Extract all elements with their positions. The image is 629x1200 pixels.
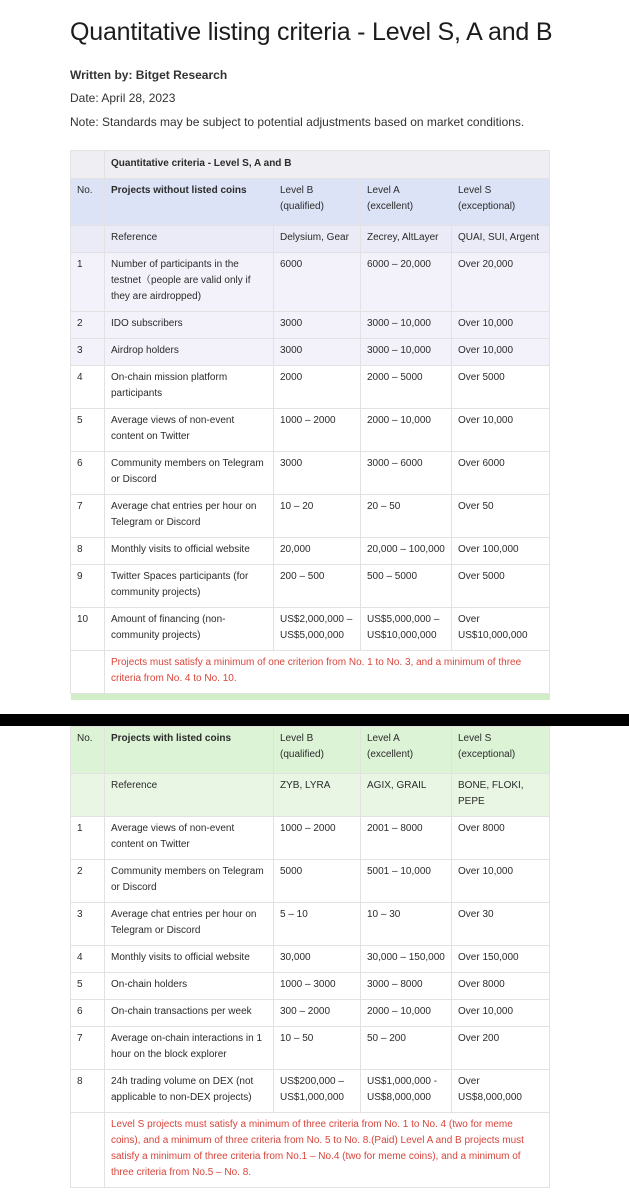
table-row — [71, 903, 550, 946]
table-cell: 2000 – 5000 — [361, 366, 452, 409]
table-row — [71, 973, 550, 1000]
table-cell: Average chat entries per hour on Telegram or Discord — [105, 903, 274, 946]
table-row — [71, 1000, 550, 1027]
table-row — [71, 538, 550, 565]
table-row — [71, 339, 550, 366]
table-cell: 1000 – 2000 — [274, 817, 361, 860]
table-cell: US$1,000,000 - US$8,000,000 — [361, 1070, 452, 1113]
table-caption: Quantitative criteria - Level S, A and B — [105, 151, 550, 179]
table-cell: Average on-chain interactions in 1 hour on the block explorer — [105, 1027, 274, 1070]
table-row — [71, 312, 550, 339]
table-cell: 5 — [71, 973, 105, 1000]
table-cell: Over 20,000 — [452, 253, 550, 312]
table-cell: 6 — [71, 452, 105, 495]
table-row — [71, 608, 550, 651]
table-row — [71, 366, 550, 409]
table-cell: US$200,000 – US$1,000,000 — [274, 1070, 361, 1113]
table-cell: 3 — [71, 339, 105, 366]
table-cell: Over 50 — [452, 495, 550, 538]
table-cell: Over 5000 — [452, 366, 550, 409]
reference-spacer — [71, 774, 105, 817]
table-cell: 3000 – 10,000 — [361, 339, 452, 366]
table-row — [71, 253, 550, 312]
table-cell: Over US$8,000,000 — [452, 1070, 550, 1113]
table-row — [71, 409, 550, 452]
table-cell: Over 10,000 — [452, 312, 550, 339]
table-cell: 3000 — [274, 312, 361, 339]
table-cell: Over 150,000 — [452, 946, 550, 973]
table-cell: 6000 – 20,000 — [361, 253, 452, 312]
table-cell: 20 – 50 — [361, 495, 452, 538]
table-cell: 7 — [71, 495, 105, 538]
column-header: Level A (excellent) — [361, 727, 452, 774]
table-cell: 5 — [71, 409, 105, 452]
table-cell: 1000 – 3000 — [274, 973, 361, 1000]
table-cell: 30,000 — [274, 946, 361, 973]
table-cell: 2001 – 8000 — [361, 817, 452, 860]
table-cell: Over 5000 — [452, 565, 550, 608]
table-cell: 1 — [71, 817, 105, 860]
table-cell: Monthly visits to official website — [105, 946, 274, 973]
reference-cell: AGIX, GRAIL — [361, 774, 452, 817]
reference-row — [71, 774, 550, 817]
table-cell: 5001 – 10,000 — [361, 860, 452, 903]
table-cell: US$2,000,000 – US$5,000,000 — [274, 608, 361, 651]
table-cell: On-chain mission platform participants — [105, 366, 274, 409]
table-row — [71, 860, 550, 903]
table-cell: Over US$10,000,000 — [452, 608, 550, 651]
footnote-spacer — [71, 1113, 105, 1188]
table-cell: 6 — [71, 1000, 105, 1027]
table-cell: Over 6000 — [452, 452, 550, 495]
table-cell: 3 — [71, 903, 105, 946]
table-cell: 3000 – 10,000 — [361, 312, 452, 339]
footnote-row — [71, 651, 550, 694]
table-cell: Airdrop holders — [105, 339, 274, 366]
reference-spacer — [71, 226, 105, 253]
table-row — [71, 1027, 550, 1070]
reference-cell: Reference — [105, 226, 274, 253]
table-row — [71, 946, 550, 973]
table-cell: Over 8000 — [452, 973, 550, 1000]
table-cell: 5 – 10 — [274, 903, 361, 946]
column-header: Level S (exceptional) — [452, 727, 550, 774]
table-cell: Average views of non-event content on Twitter — [105, 409, 274, 452]
table-cell: 5000 — [274, 860, 361, 903]
table-row — [71, 1070, 550, 1113]
author-line: Written by: Bitget Research — [70, 68, 228, 82]
footnote-text: Projects must satisfy a minimum of one criterion from No. 1 to No. 3, and a minimum of three criteria from No. 4 to No. 10. — [105, 651, 550, 694]
table-row — [71, 817, 550, 860]
table-cell: 10 – 20 — [274, 495, 361, 538]
table-cell: 2 — [71, 860, 105, 903]
column-header: Level B (qualified) — [274, 179, 361, 226]
table-cell: 24h trading volume on DEX (not applicable to non-DEX projects) — [105, 1070, 274, 1113]
table-cell: 4 — [71, 946, 105, 973]
table-cell: 2000 – 10,000 — [361, 409, 452, 452]
table-cell: 3000 – 6000 — [361, 452, 452, 495]
table-cell: 9 — [71, 565, 105, 608]
table-cell: Over 10,000 — [452, 860, 550, 903]
table-cell: Average views of non-event content on Twitter — [105, 817, 274, 860]
table-cell: 7 — [71, 1027, 105, 1070]
table-cell: Amount of financing (non-community projects) — [105, 608, 274, 651]
table-cell: Over 30 — [452, 903, 550, 946]
caption-spacer — [71, 151, 105, 179]
table-cell: 50 – 200 — [361, 1027, 452, 1070]
reference-cell: QUAI, SUI, Argent — [452, 226, 550, 253]
table-cell: 10 — [71, 608, 105, 651]
column-header: No. — [71, 179, 105, 226]
bottom-bar-cell — [71, 694, 550, 700]
table-cell: 3000 — [274, 452, 361, 495]
table-cell: On-chain holders — [105, 973, 274, 1000]
table-cell: 200 – 500 — [274, 565, 361, 608]
table-row — [71, 495, 550, 538]
table-cell: IDO subscribers — [105, 312, 274, 339]
table-cell: Over 200 — [452, 1027, 550, 1070]
footnote-text: Level S projects must satisfy a minimum of three criteria from No. 1 to No. 4 (two for meme coins), and a minimum of three criteria from No. 5 to No. 8.(Paid) Level A and B projects must satisfy a minimum of three criteria from No.1 – No.4 (two for meme coins), and a minimum of three criteria from No.5 – No. 8. — [105, 1113, 550, 1188]
column-header: Projects without listed coins — [105, 179, 274, 226]
table-cell: Over 10,000 — [452, 339, 550, 366]
table-cell: Average chat entries per hour on Telegram or Discord — [105, 495, 274, 538]
table-cell: 30,000 – 150,000 — [361, 946, 452, 973]
page-title: Quantitative listing criteria - Level S, A and B — [70, 18, 553, 46]
table-cell: 4 — [71, 366, 105, 409]
reference-cell: BONE, FLOKI, PEPE — [452, 774, 550, 817]
table-cell: 10 – 50 — [274, 1027, 361, 1070]
table-cell: US$5,000,000 – US$10,000,000 — [361, 608, 452, 651]
table-cell: 20,000 — [274, 538, 361, 565]
date-line: Date: April 28, 2023 — [70, 91, 176, 105]
table-cell: Twitter Spaces participants (for community projects) — [105, 565, 274, 608]
table-cell: On-chain transactions per week — [105, 1000, 274, 1027]
reference-cell: ZYB, LYRA — [274, 774, 361, 817]
reference-cell: Delysium, Gear — [274, 226, 361, 253]
table-cell: 20,000 – 100,000 — [361, 538, 452, 565]
table-row — [71, 452, 550, 495]
footnote-spacer — [71, 651, 105, 694]
table-row — [71, 565, 550, 608]
column-header: Level B (qualified) — [274, 727, 361, 774]
table-bottom-bar — [71, 694, 550, 700]
table-cell: 2000 — [274, 366, 361, 409]
table-cell: 500 – 5000 — [361, 565, 452, 608]
table-caption-row — [71, 151, 550, 179]
table-cell: Community members on Telegram or Discord — [105, 452, 274, 495]
criteria-table-unlisted — [70, 150, 550, 700]
reference-row — [71, 226, 550, 253]
table-cell: 8 — [71, 1070, 105, 1113]
table-cell: 3000 – 8000 — [361, 973, 452, 1000]
table-cell: 1000 – 2000 — [274, 409, 361, 452]
table-header-row — [71, 179, 550, 226]
table-cell: Over 8000 — [452, 817, 550, 860]
article-card-bottom — [0, 726, 629, 1200]
table-cell: 2 — [71, 312, 105, 339]
criteria-table-listed — [70, 726, 550, 1188]
table-header-row — [71, 727, 550, 774]
column-header: Level S (exceptional) — [452, 179, 550, 226]
table-cell: Monthly visits to official website — [105, 538, 274, 565]
column-header: Level A (excellent) — [361, 179, 452, 226]
table-cell: 2000 – 10,000 — [361, 1000, 452, 1027]
note-line: Note: Standards may be subject to potential adjustments based on market conditions. — [70, 115, 525, 129]
table-cell: Over 10,000 — [452, 409, 550, 452]
reference-cell: Zecrey, AltLayer — [361, 226, 452, 253]
table-cell: 300 – 2000 — [274, 1000, 361, 1027]
footnote-row — [71, 1113, 550, 1188]
column-header: Projects with listed coins — [105, 727, 274, 774]
table-cell: Number of participants in the testnet（people are valid only if they are airdropped) — [105, 253, 274, 312]
table-cell: Community members on Telegram or Discord — [105, 860, 274, 903]
table-cell: 1 — [71, 253, 105, 312]
table-cell: Over 100,000 — [452, 538, 550, 565]
table-cell: 10 – 30 — [361, 903, 452, 946]
column-header: No. — [71, 727, 105, 774]
table-cell: 3000 — [274, 339, 361, 366]
table-cell: 6000 — [274, 253, 361, 312]
table-cell: 8 — [71, 538, 105, 565]
reference-cell: Reference — [105, 774, 274, 817]
table-cell: Over 10,000 — [452, 1000, 550, 1027]
